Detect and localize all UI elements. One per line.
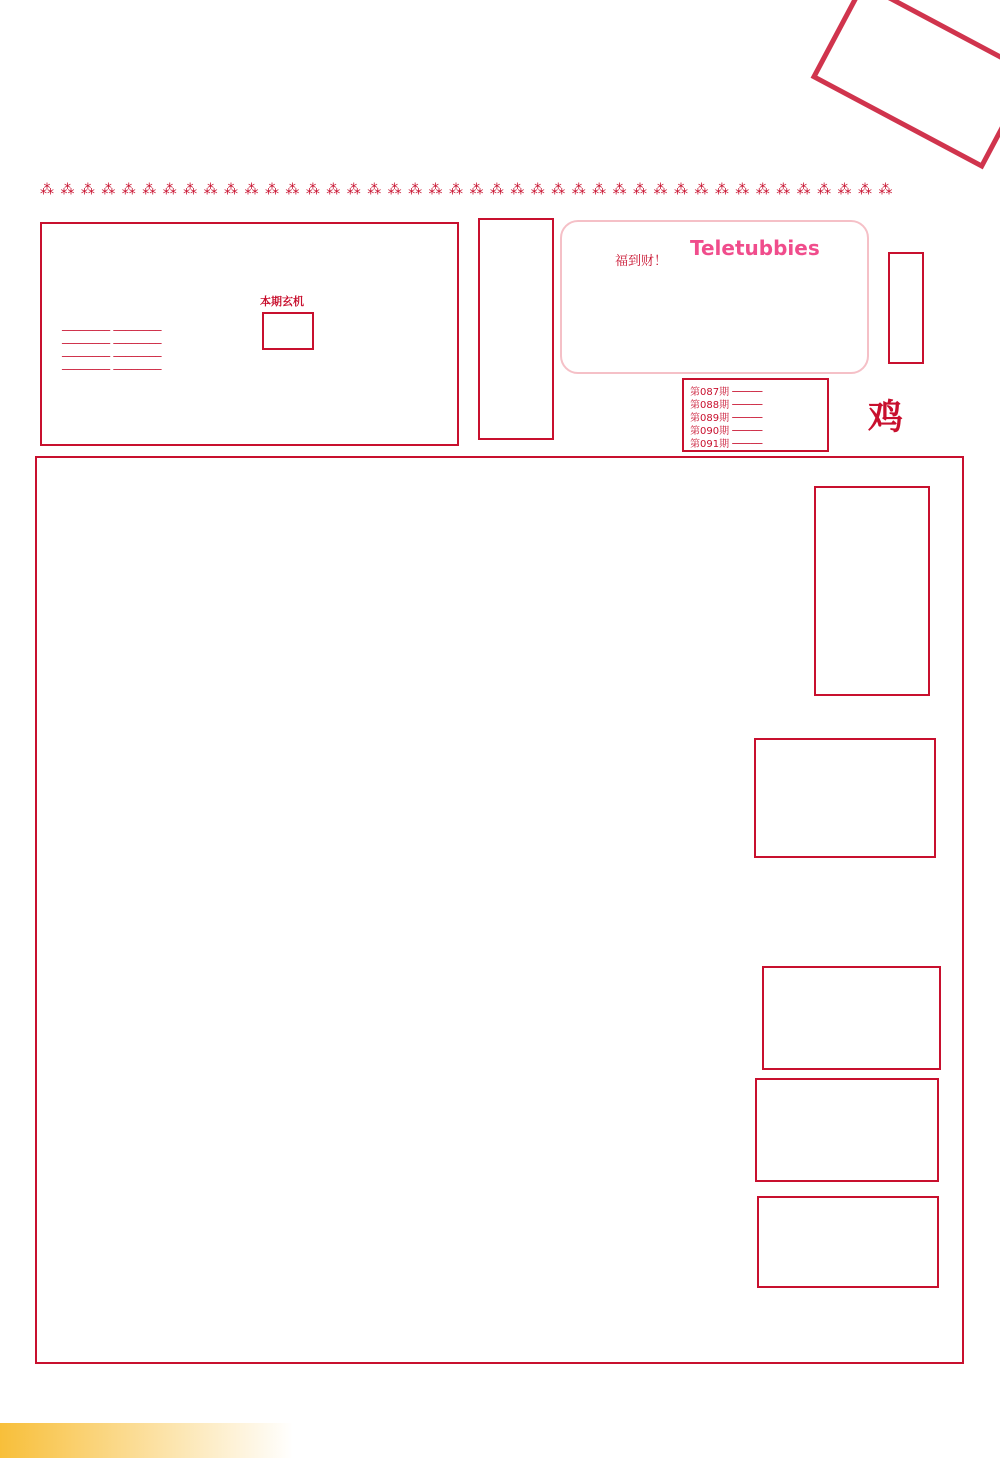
dream-box <box>754 738 936 858</box>
chicken-art: 鸡 <box>868 398 904 438</box>
newspaper-lines: ──────── ──────── ──────── ──────── ──────── ──────── ──────── ──────── <box>62 326 162 376</box>
poem-box <box>478 218 554 440</box>
official-stamp <box>811 0 1000 169</box>
main-code <box>262 312 314 350</box>
main-code-label: 本期玄机 <box>260 295 304 308</box>
chart-lines: 第087期 ───── 第088期 ───── 第089期 ───── 第090期 ───── 第091期 ───── <box>690 387 763 450</box>
decor-text: 福到财！ <box>615 254 668 269</box>
red-blue-box <box>888 252 924 364</box>
decor-title: Teletubbies <box>690 236 820 260</box>
main-content <box>35 456 964 1364</box>
ji-box <box>762 966 941 1070</box>
gui-box <box>755 1078 939 1182</box>
watermark-sub <box>0 1423 293 1458</box>
blank-box <box>757 1196 939 1288</box>
oil-poem-box <box>814 486 930 696</box>
watermark <box>0 1362 1000 1458</box>
top-divider: ⁂ ⁂ ⁂ ⁂ ⁂ ⁂ ⁂ ⁂ ⁂ ⁂ ⁂ ⁂ ⁂ ⁂ ⁂ ⁂ ⁂ ⁂ ⁂ ⁂ ⁂ ⁂ ⁂ ⁂ ⁂ ⁂ ⁂ ⁂ ⁂ ⁂ ⁂ ⁂ ⁂ ⁂ ⁂ ⁂ ⁂ ⁂ ⁂ ⁂ ⁂ ⁂ <box>40 182 894 198</box>
